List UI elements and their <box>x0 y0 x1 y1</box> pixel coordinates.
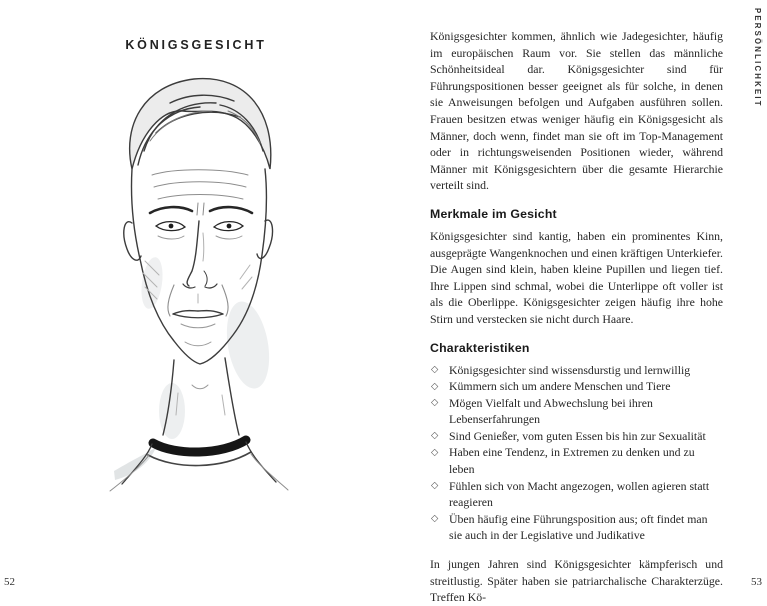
diamond-bullet-icon: ◇ <box>431 381 439 392</box>
characteristics-list <box>430 362 723 545</box>
diamond-bullet-icon: ◇ <box>431 431 439 442</box>
page-number-left: 52 <box>4 576 15 588</box>
list-item <box>430 362 723 379</box>
merkmale-paragraph: Königsgesichter sind kantig, haben ein prominentes Kinn, ausgeprägte Wangenknochen und einen kräftigen Unterkiefer. Die Augen sind klein, haben kleine Pupillen und liegen tief. Ihre Lippen sind schmal, wobei die Unterlippe oft voller ist als die Oberlippe. Königsgesichter zeigen häufig ihre hohe Stirn und verstecken sie nicht durch Haare. <box>430 228 723 326</box>
list-item-text: Fühlen sich von Macht angezogen, wollen agieren statt reagieren <box>449 478 710 510</box>
diamond-bullet-icon: ◇ <box>431 481 439 492</box>
face-illustration <box>52 62 337 494</box>
list-item <box>430 428 723 445</box>
page-number-right: 53 <box>751 576 762 588</box>
diamond-bullet-icon: ◇ <box>431 365 439 375</box>
list-item <box>430 511 723 544</box>
intro-paragraph: Königsgesichter kommen, ähnlich wie Jadegesichter, häufig im europäischen Raum vor. Sie stellen das männliche Schönheitsideal dar. Königsgesichter sind für Führungspositionen besser geeignet als für solche, in denen sie Anweisungen befolgen und Aufgaben ausführen sollen. Frauen besitzen etwas weniger häufig ein Königsgesicht als Männer, doch wenn, findet man sie oft im Top-Management oder in richtungsweisenden Positionen wieder, während Männer mit Königsgesichtern über die gesamte Hierarchie verteilt sind. <box>430 29 723 193</box>
chapter-sidebar-label: PERSÖNLICHKEIT <box>753 8 762 108</box>
list-item-text: Königsgesichter sind wissensdurstig und lernwillig <box>449 362 691 377</box>
list-item-text: Üben häufig eine Führungsposition aus; oft findet man sie auch in der Legislative und Judikative <box>449 511 708 543</box>
diamond-bullet-icon: ◇ <box>431 447 439 458</box>
list-item-text: Haben eine Tendenz, in Extremen zu denken und zu leben <box>449 445 695 477</box>
diamond-bullet-icon: ◇ <box>431 514 439 525</box>
heading-merkmale: Merkmale im Gesicht <box>430 206 557 221</box>
list-item <box>430 395 723 428</box>
list-item <box>430 378 723 395</box>
diamond-bullet-icon: ◇ <box>431 398 439 409</box>
list-item <box>430 478 723 511</box>
outro-paragraph: In jungen Jahren sind Königsgesichter kämpferisch und streitlustig. Später haben sie patriarchalische Charakterzüge. Treffen Kö- <box>430 557 723 605</box>
list-item-text: Mögen Vielfalt und Abwechslung bei ihren Lebenserfahrungen <box>449 395 653 427</box>
list-item <box>430 444 723 477</box>
right-page <box>430 28 723 606</box>
page-title: KÖNIGSGESICHT <box>125 38 267 53</box>
list-item-text: Sind Genießer, vom guten Essen bis hin zur Sexualität <box>449 428 706 443</box>
list-item-text: Kümmern sich um andere Menschen und Tiere <box>449 379 671 394</box>
face-sketch-svg <box>52 62 337 494</box>
heading-charakteristiken: Charakteristiken <box>430 340 530 355</box>
